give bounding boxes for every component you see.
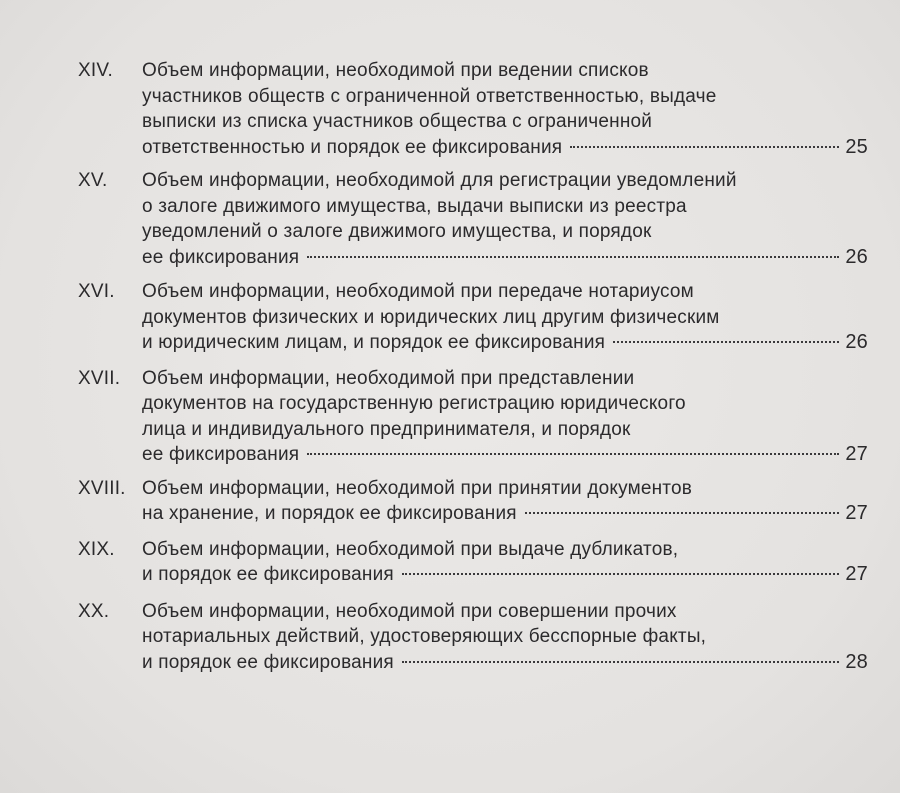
toc-entry-last-line <box>142 501 868 527</box>
toc-entry <box>78 279 868 356</box>
toc-entry-number: XIV. <box>78 60 113 81</box>
toc-page-number: 26 <box>845 331 868 353</box>
toc-page-number: 27 <box>845 563 868 585</box>
toc-entry-last-line <box>142 562 868 588</box>
dot-leader <box>525 512 840 514</box>
toc-entry-line: выписки из списка участников общества с ограниченной <box>142 111 653 132</box>
toc-entry <box>78 58 868 160</box>
toc-entry-title <box>142 366 868 468</box>
toc-entry-line: ее фиксирования <box>142 246 300 268</box>
toc-entry-number: XVI. <box>78 281 115 302</box>
toc-entry-last-line <box>142 650 868 676</box>
toc-entry-number: XV. <box>78 170 108 191</box>
toc-entry-line: и порядок ее фиксирования <box>142 564 394 585</box>
toc-entry <box>78 476 868 527</box>
toc-entry-line: Объем информации, необходимой при принятии документов <box>142 477 693 499</box>
dot-leader <box>570 146 839 148</box>
toc-entry-last-line <box>142 135 868 161</box>
toc-entry-title <box>142 599 868 676</box>
toc-entry-line: и порядок ее фиксирования <box>142 651 394 673</box>
toc-entry-line: уведомлений о залоге движимого имущества, и порядок <box>142 221 652 242</box>
dot-leader <box>613 341 839 343</box>
toc-entry-line: Объем информации, необходимой при представлении <box>142 367 635 389</box>
toc-entry-line: Объем информации, необходимой при ведении списков <box>142 60 649 81</box>
toc-entry-title <box>142 476 868 527</box>
dot-leader <box>307 256 839 258</box>
toc-entry-title <box>142 168 868 270</box>
toc-entry-number: XIX. <box>78 538 115 560</box>
toc-entry-line: на хранение, и порядок ее фиксирования <box>142 503 517 524</box>
toc-page-number: 28 <box>845 650 868 673</box>
toc-entry-last-line <box>142 442 868 468</box>
table-of-contents <box>78 58 868 682</box>
toc-entry-line: Объем информации, необходимой при передаче нотариусом <box>142 281 694 302</box>
toc-entry-line: нотариальных действий, удостоверяющих бесспорные факты, <box>142 626 707 647</box>
toc-entry-line: документов на государственную регистрацию юридического <box>142 393 686 414</box>
toc-entry-number: XVII. <box>78 367 121 389</box>
toc-entry-line: о залоге движимого имущества, выдачи выписки из реестра <box>142 195 687 217</box>
toc-entry <box>78 366 868 468</box>
toc-entry <box>78 599 868 676</box>
toc-entry-line: и юридическим лицам, и порядок ее фиксирования <box>142 332 606 353</box>
toc-entry <box>78 537 868 588</box>
toc-entry-title <box>142 279 868 356</box>
toc-entry-line: документов физических и юридических лиц другим физическим <box>142 306 720 328</box>
toc-entry-line: ее фиксирования <box>142 444 300 465</box>
toc-entry-line: участников обществ с ограниченной ответственностью, выдаче <box>142 85 717 107</box>
toc-entry <box>78 168 868 270</box>
toc-entry-line: Объем информации, необходимой при совершении прочих <box>142 600 677 622</box>
dot-leader <box>402 661 839 663</box>
dot-leader <box>402 573 839 575</box>
toc-entry-title <box>142 58 868 160</box>
toc-entry-last-line <box>142 245 868 271</box>
toc-entry-line: лица и индивидуального предпринимателя, и порядок <box>142 418 631 440</box>
toc-entry-number: XVIII. <box>78 477 126 499</box>
toc-page-number: 26 <box>845 245 868 268</box>
toc-page-number: 25 <box>845 135 868 158</box>
toc-entry-title <box>142 537 868 588</box>
toc-page-number: 27 <box>845 502 868 524</box>
toc-entry-line: Объем информации, необходимой при выдаче дубликатов, <box>142 538 679 560</box>
toc-page-number: 27 <box>845 443 868 465</box>
toc-entry-line: ответственностью и порядок ее фиксирования <box>142 136 563 158</box>
toc-entry-last-line <box>142 330 868 356</box>
dot-leader <box>307 453 839 455</box>
toc-entry-line: Объем информации, необходимой для регистрации уведомлений <box>142 170 737 191</box>
toc-entry-number: XX. <box>78 600 110 622</box>
